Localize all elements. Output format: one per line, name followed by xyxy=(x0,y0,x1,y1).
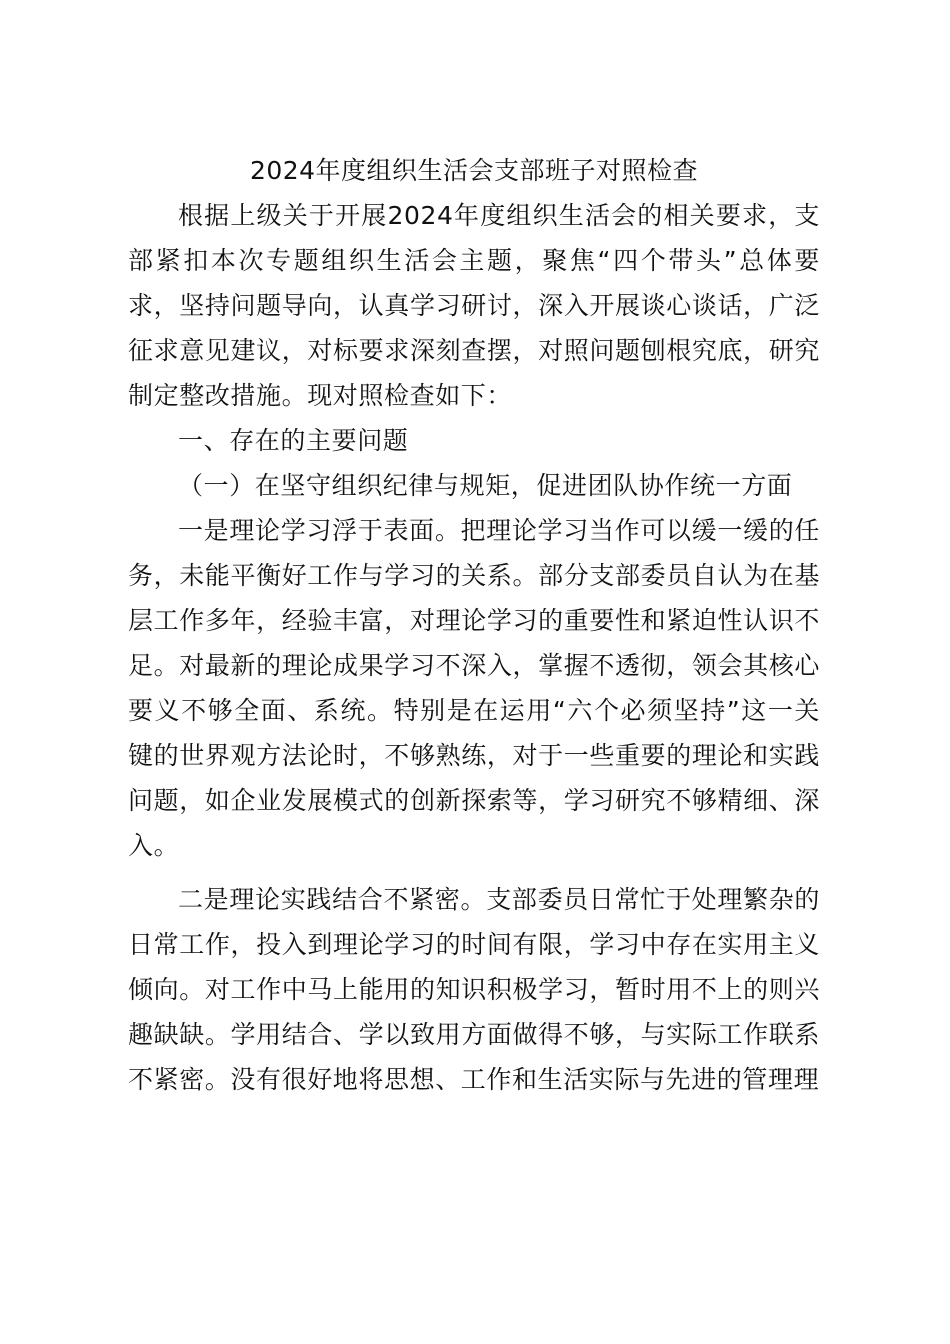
paragraph-gap xyxy=(128,868,820,877)
section-heading: 一、存在的主要问题 xyxy=(178,426,409,455)
subsection-heading: （一）在坚守组织纪律与规矩，促进团队协作统一方面 xyxy=(178,471,793,500)
document-body xyxy=(128,148,820,1102)
point-one-paragraph: 一是理论学习浮于表面。把理论学习当作可以缓一缓的任务，未能平衡好工作与学习的关系。部分支部委员自认为在基层工作多年，经验丰富，对理论学习的重要性和紧迫性认识不足。对最新的理论成果学习不深入，掌握不透彻，领会其核心要义不够全面、系统。特别是在运用“六个必须坚持”这一关键的世界观方法论时，不够熟练，对于一些重要的理论和实践问题，如企业发展模式的创新探索等，学习研究不够精细、深入。 xyxy=(128,516,820,860)
intro-paragraph: 根据上级关于开展2024年度组织生活会的相关要求，支部紧扣本次专题组织生活会主题，聚焦“四个带头”总体要求，坚持问题导向，认真学习研讨，深入开展谈心谈话，广泛征求意见建议，对标要求深刻查摆，对照问题刨根究底，研究制定整改措施。现对照检查如下： xyxy=(128,201,820,410)
document-title: 2024年度组织生活会支部班子对照检查 xyxy=(249,156,699,185)
point-two-paragraph: 二是理论实践结合不紧密。支部委员日常忙于处理繁杂的日常工作，投入到理论学习的时间有限，学习中存在实用主义倾向。对工作中马上能用的知识积极学习，暂时用不上的则兴趣缺缺。学用结合、学以致用方面做得不够，与实际工作联系不紧密。没有很好地将思想、工作和生活实际与先进的管理理 xyxy=(128,885,820,1094)
